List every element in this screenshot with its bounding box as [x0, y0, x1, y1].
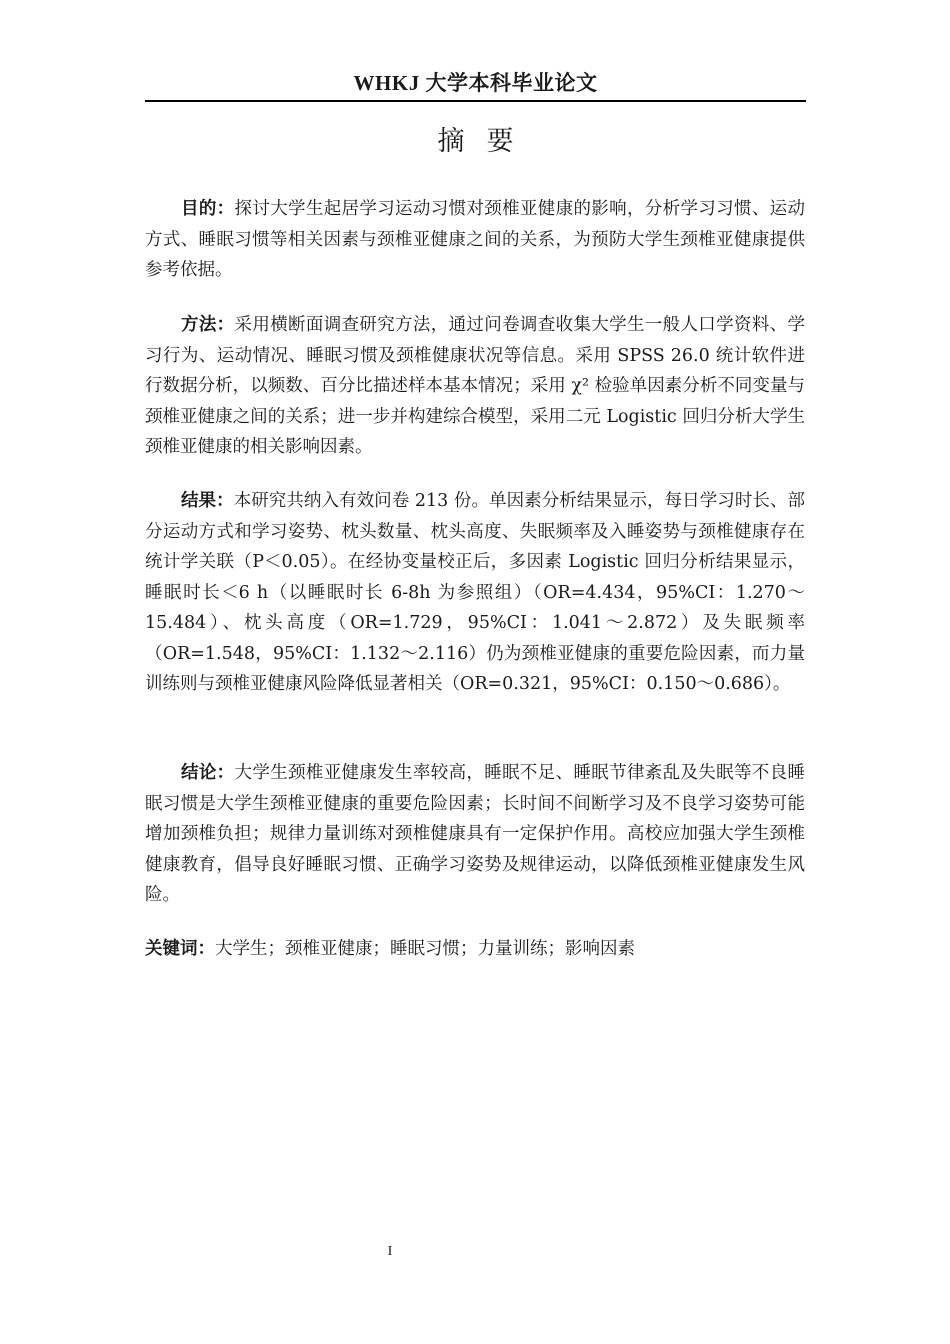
keywords-paragraph: [145, 934, 805, 965]
method-text: 采用横断面调查研究方法，通过问卷调查收集大学生一般人口学资料、学习行为、运动情况、睡眠习惯及颈椎健康状况等信息。采用 SPSS 26.0 统计软件进行数据分析，以频数、百分比描述样本基本情况；采用 χ² 检验单因素分析不同变量与颈椎亚健康之间的关系；进一步并构建综合模型，采用二元 Logistic 回归分析大学生颈椎亚健康的相关影响因素。: [145, 315, 805, 457]
keywords-text: 大学生；颈椎亚健康；睡眠习惯；力量训练；影响因素: [215, 939, 635, 959]
keywords-section: [145, 934, 805, 965]
keywords-label: 关键词：: [145, 939, 215, 959]
page-number: I: [387, 1244, 393, 1259]
purpose-paragraph: [145, 194, 805, 286]
conclusion-section: [145, 758, 805, 911]
conclusion-paragraph: [145, 758, 805, 911]
result-paragraph: [145, 486, 805, 700]
conclusion-text: 大学生颈椎亚健康发生率较高，睡眠不足、睡眠节律紊乱及失眠等不良睡眠习惯是大学生颈椎亚健康的重要危险因素；长时间不间断学习及不良学习姿势可能增加颈椎负担；规律力量训练对颈椎健康具有一定保护作用。高校应加强大学生颈椎健康教育，倡导良好睡眠习惯、正确学习姿势及规律运动，以降低颈椎亚健康发生风险。: [145, 763, 805, 905]
purpose-section: [145, 194, 805, 286]
abstract-title: 摘要: [437, 126, 536, 157]
result-label: 结果：: [181, 491, 234, 511]
result-text: 本研究共纳入有效问卷 213 份。单因素分析结果显示，每日学习时长、部分运动方式和学习姿势、枕头数量、枕头高度、失眠频率及入睡姿势与颈椎健康存在统计学关联（P＜0.05）。在经协变量校正后，多因素 Logistic 回归分析结果显示，睡眠时长＜6 h（以睡眠时长 6-8h 为参照组）（OR=4.434，95%CI：1.270～15.484）、枕头高度（OR=1.729，95%CI：1.041～2.872）及失眠频率（OR=1.548，95%CI：1.132～2.116）仍为颈椎亚健康的重要危险因素，而力量训练则与颈椎亚健康风险降低显著相关（OR=0.321，95%CI：0.150～0.686）。: [145, 491, 806, 694]
purpose-text: 探讨大学生起居学习运动习惯对颈椎亚健康的影响，分析学习习惯、运动方式、睡眠习惯等相关因素与颈椎亚健康之间的关系，为预防大学生颈椎亚健康提供参考依据。: [145, 199, 805, 280]
running-header: WHKJ 大学本科毕业论文: [145, 66, 806, 102]
method-label: 方法：: [181, 315, 235, 335]
purpose-label: 目的：: [181, 199, 235, 219]
method-section: [145, 310, 805, 463]
method-paragraph: [145, 310, 805, 463]
conclusion-label: 结论：: [181, 763, 235, 783]
result-section: [145, 486, 805, 700]
